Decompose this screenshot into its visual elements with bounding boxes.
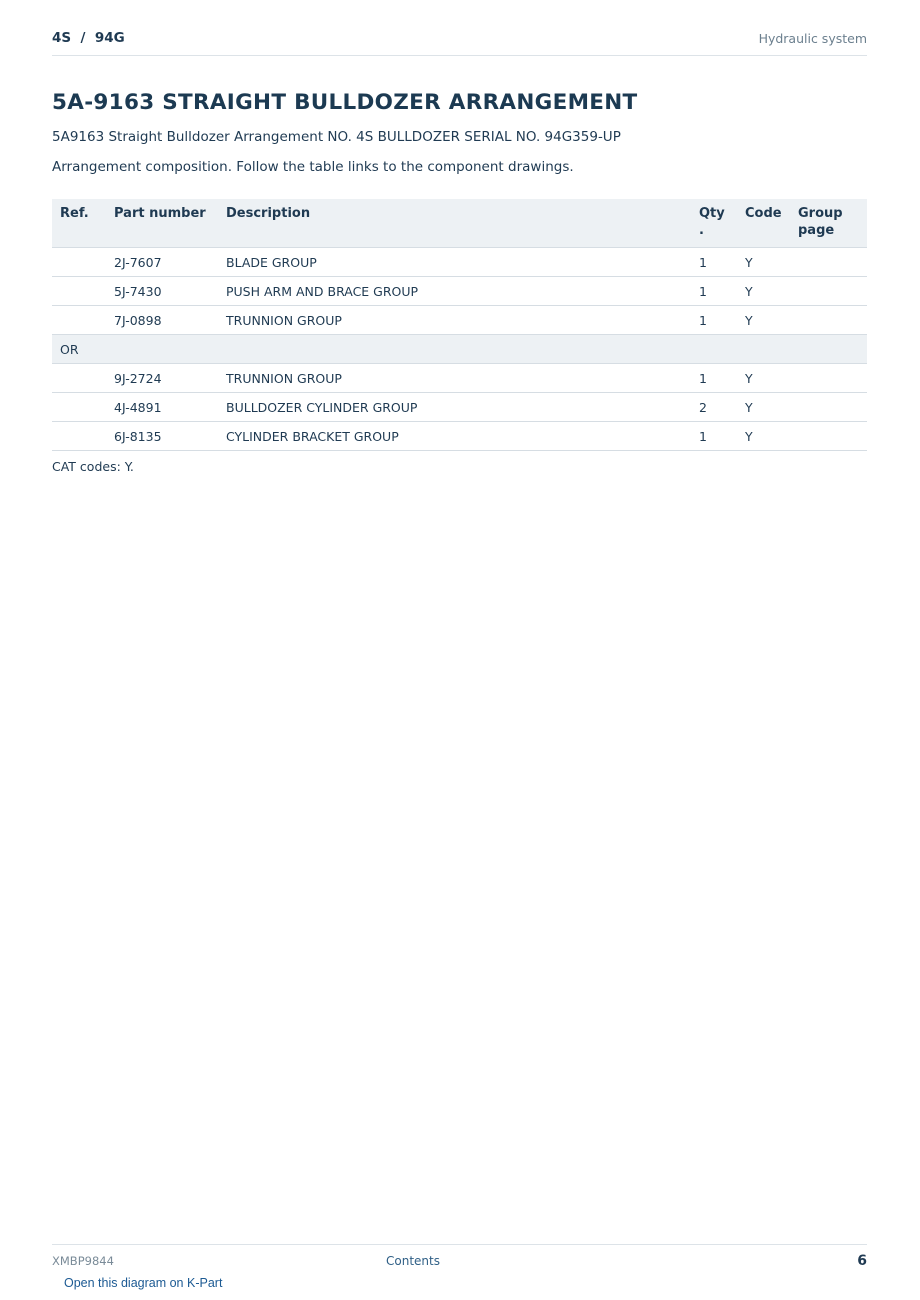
open-k-part-link[interactable]: Open this diagram on K-Part bbox=[64, 1276, 223, 1290]
cell-group-page bbox=[790, 277, 867, 306]
cell-ref bbox=[52, 364, 106, 393]
table-header-row bbox=[52, 199, 867, 248]
table-row[interactable] bbox=[52, 422, 867, 451]
cell-code: Y bbox=[737, 248, 790, 277]
cell-part-number: 9J-2724 bbox=[106, 364, 218, 393]
column-header-code: Code bbox=[737, 199, 790, 248]
cell-qty: 1 bbox=[691, 306, 737, 335]
table-separator-row bbox=[52, 335, 867, 364]
cell-ref bbox=[52, 393, 106, 422]
cell-code: Y bbox=[737, 422, 790, 451]
cat-codes-note: CAT codes: Y. bbox=[52, 459, 134, 474]
column-header-part-number: Part number bbox=[106, 199, 218, 248]
column-header-group-page: Group page bbox=[790, 199, 867, 248]
intro-text: Arrangement composition. Follow the table links to the component drawings. bbox=[52, 159, 574, 175]
table-row[interactable] bbox=[52, 306, 867, 335]
separator-label: OR bbox=[52, 335, 867, 364]
cell-qty: 2 bbox=[691, 393, 737, 422]
table-row[interactable] bbox=[52, 364, 867, 393]
cell-group-page bbox=[790, 393, 867, 422]
cell-group-page bbox=[790, 422, 867, 451]
cell-ref bbox=[52, 306, 106, 335]
cell-ref bbox=[52, 248, 106, 277]
table-row[interactable] bbox=[52, 248, 867, 277]
cell-part-number: 6J-8135 bbox=[106, 422, 218, 451]
page-header bbox=[52, 28, 867, 56]
cell-group-page bbox=[790, 248, 867, 277]
page-title: 5A-9163 STRAIGHT BULLDOZER ARRANGEMENT bbox=[52, 90, 638, 115]
cell-code: Y bbox=[737, 306, 790, 335]
cell-description: CYLINDER BRACKET GROUP bbox=[218, 422, 691, 451]
parts-table bbox=[52, 199, 867, 451]
cell-description: PUSH ARM AND BRACE GROUP bbox=[218, 277, 691, 306]
column-header-ref: Ref. bbox=[52, 199, 106, 248]
section-name: Hydraulic system bbox=[758, 31, 867, 46]
cell-ref bbox=[52, 422, 106, 451]
cell-part-number: 7J-0898 bbox=[106, 306, 218, 335]
cell-description: TRUNNION GROUP bbox=[218, 364, 691, 393]
cell-group-page bbox=[790, 306, 867, 335]
arrangement-subtitle: 5A9163 Straight Bulldozer Arrangement NO. 4S BULLDOZER SERIAL NO. 94G359-UP bbox=[52, 129, 621, 145]
cell-code: Y bbox=[737, 364, 790, 393]
cell-part-number: 2J-7607 bbox=[106, 248, 218, 277]
cell-description: BULLDOZER CYLINDER GROUP bbox=[218, 393, 691, 422]
page-number: 6 bbox=[857, 1253, 867, 1269]
parts-table-body bbox=[52, 248, 867, 451]
table-row[interactable] bbox=[52, 277, 867, 306]
document-id: XMBP9844 bbox=[52, 1254, 114, 1268]
cell-ref bbox=[52, 277, 106, 306]
cell-part-number: 5J-7430 bbox=[106, 277, 218, 306]
cell-description: BLADE GROUP bbox=[218, 248, 691, 277]
page-footer bbox=[52, 1244, 867, 1275]
cell-description: TRUNNION GROUP bbox=[218, 306, 691, 335]
cell-qty: 1 bbox=[691, 248, 737, 277]
table-row[interactable] bbox=[52, 393, 867, 422]
column-header-description: Description bbox=[218, 199, 691, 248]
breadcrumb: 4S / 94G bbox=[52, 30, 125, 46]
cell-qty: 1 bbox=[691, 277, 737, 306]
contents-link[interactable]: Contents bbox=[386, 1254, 440, 1268]
cell-code: Y bbox=[737, 277, 790, 306]
column-header-qty: Qty . bbox=[691, 199, 737, 248]
cell-qty: 1 bbox=[691, 364, 737, 393]
cell-part-number: 4J-4891 bbox=[106, 393, 218, 422]
cell-code: Y bbox=[737, 393, 790, 422]
cell-group-page bbox=[790, 364, 867, 393]
cell-qty: 1 bbox=[691, 422, 737, 451]
